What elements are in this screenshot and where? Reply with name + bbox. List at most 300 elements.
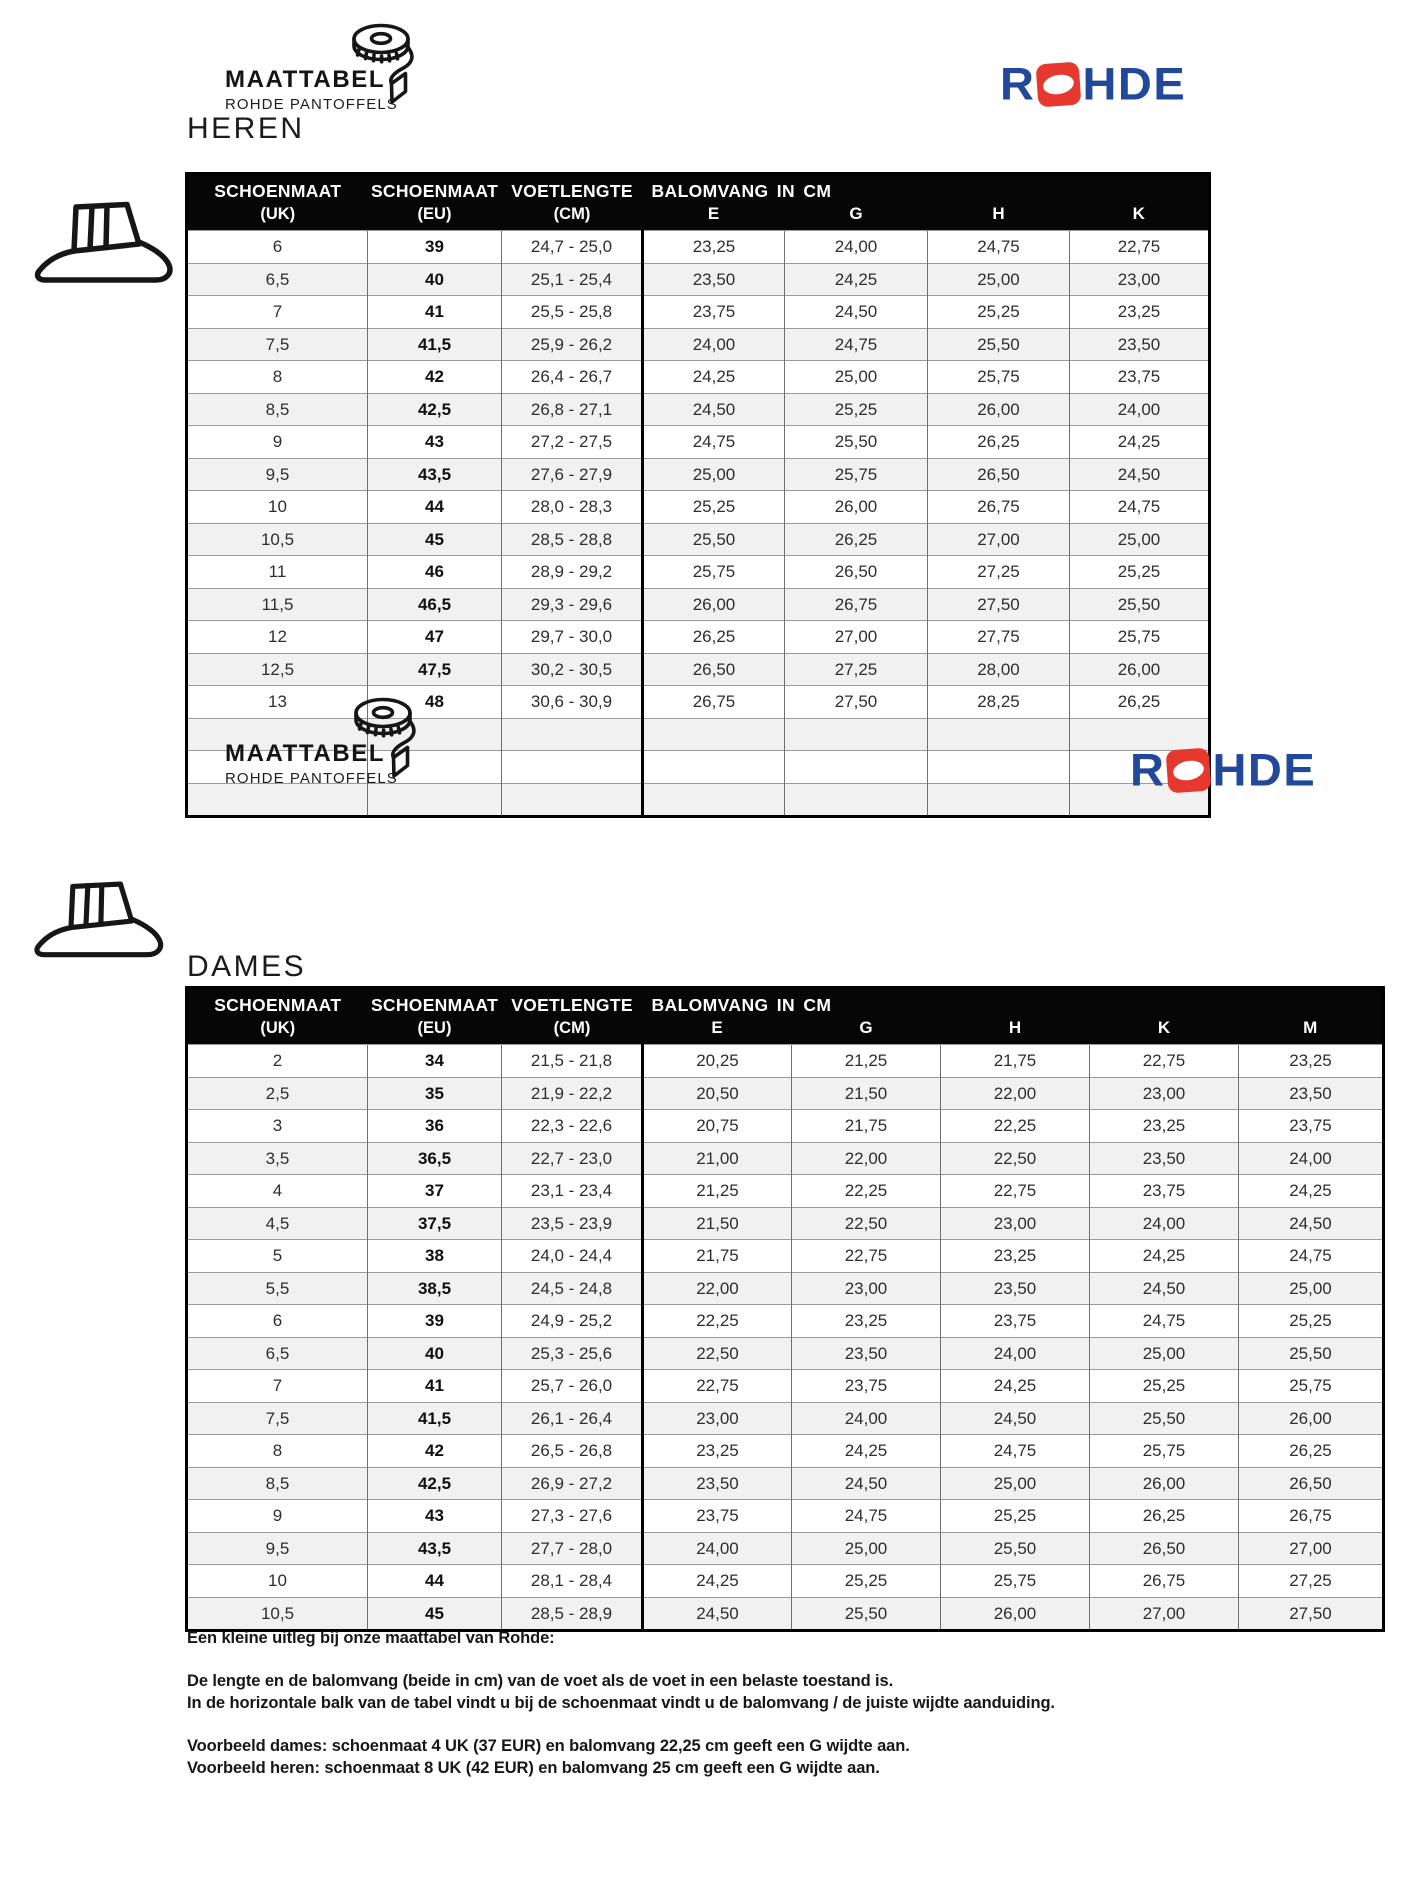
- size-cell: 13: [187, 686, 368, 719]
- size-cell: 29,3 - 29,6: [502, 588, 643, 621]
- size-cell: 22,50: [941, 1142, 1090, 1175]
- size-cell: 24,00: [1090, 1207, 1239, 1240]
- size-cell: 24,0 - 24,4: [502, 1240, 643, 1273]
- size-cell: 24,00: [643, 328, 785, 361]
- size-row: [187, 1532, 1384, 1565]
- empty-cell: [643, 783, 785, 817]
- size-cell: 43,5: [368, 458, 502, 491]
- size-cell: 30,6 - 30,9: [502, 686, 643, 719]
- size-cell: 23,50: [643, 263, 785, 296]
- size-cell: 7: [187, 1370, 368, 1403]
- size-row: [187, 1435, 1384, 1468]
- size-cell: 24,50: [643, 393, 785, 426]
- size-row: [187, 588, 1210, 621]
- size-cell: 24,75: [941, 1435, 1090, 1468]
- slipper-icon: [28, 876, 170, 966]
- size-cell: 23,75: [941, 1305, 1090, 1338]
- size-cell: 40: [368, 263, 502, 296]
- size-row: [187, 686, 1210, 719]
- size-cell: 23,50: [1070, 328, 1210, 361]
- size-cell: 22,75: [792, 1240, 941, 1273]
- size-cell: 12,5: [187, 653, 368, 686]
- size-cell: 22,00: [792, 1142, 941, 1175]
- balomvang-group-header: BALOMVANG IN CM: [643, 988, 1384, 1019]
- size-cell: 28,1 - 28,4: [502, 1565, 643, 1598]
- footer-intro: Een kleine uitleg bij onze maattabel van Rohde:: [187, 1629, 555, 1647]
- size-cell: 26,00: [941, 1597, 1090, 1631]
- size-cell: 6,5: [187, 263, 368, 296]
- size-cell: 6: [187, 1305, 368, 1338]
- empty-cell: [502, 751, 643, 784]
- size-cell: 25,9 - 26,2: [502, 328, 643, 361]
- size-cell: 45: [368, 1597, 502, 1631]
- size-cell: 26,00: [928, 393, 1070, 426]
- size-cell: 25,50: [1090, 1402, 1239, 1435]
- size-cell: 28,5 - 28,9: [502, 1597, 643, 1631]
- size-cell: 24,00: [792, 1402, 941, 1435]
- size-cell: 25,75: [785, 458, 928, 491]
- dames-title: DAMES: [187, 950, 307, 983]
- size-cell: 24,75: [928, 231, 1070, 264]
- size-row: [187, 458, 1210, 491]
- size-cell: 25,50: [1239, 1337, 1384, 1370]
- size-cell: 10: [187, 491, 368, 524]
- empty-cell: [502, 783, 643, 817]
- size-cell: 23,25: [1090, 1110, 1239, 1143]
- size-cell: 26,00: [1070, 653, 1210, 686]
- size-cell: 24,75: [1090, 1305, 1239, 1338]
- size-row: [187, 621, 1210, 654]
- size-cell: 27,00: [1090, 1597, 1239, 1631]
- rohde-logo-o-icon: [1036, 62, 1082, 108]
- size-cell: 42,5: [368, 393, 502, 426]
- size-cell: 23,25: [792, 1305, 941, 1338]
- size-cell: 27,7 - 28,0: [502, 1532, 643, 1565]
- size-cell: 41,5: [368, 1402, 502, 1435]
- size-cell: 22,25: [941, 1110, 1090, 1143]
- size-cell: 21,5 - 21,8: [502, 1045, 643, 1078]
- size-cell: 23,50: [792, 1337, 941, 1370]
- size-cell: 44: [368, 491, 502, 524]
- size-cell: 25,25: [643, 491, 785, 524]
- size-cell: 28,25: [928, 686, 1070, 719]
- size-cell: 26,8 - 27,1: [502, 393, 643, 426]
- size-cell: 39: [368, 231, 502, 264]
- size-cell: 25,75: [941, 1565, 1090, 1598]
- empty-cell: [643, 751, 785, 784]
- width-column-h: H: [941, 1018, 1090, 1045]
- size-cell: 21,75: [643, 1240, 792, 1273]
- size-cell: 22,00: [941, 1077, 1090, 1110]
- rohde-logo: [1130, 746, 1316, 793]
- rohde-logo-letter-r: R: [1000, 58, 1036, 109]
- size-row: [187, 1175, 1384, 1208]
- size-cell: 22,75: [643, 1370, 792, 1403]
- rohde-logo-letters-hde: HDE: [1212, 744, 1317, 795]
- size-cell: 24,5 - 24,8: [502, 1272, 643, 1305]
- size-cell: 27,50: [928, 588, 1070, 621]
- size-cell: 24,50: [941, 1402, 1090, 1435]
- size-cell: 25,25: [928, 296, 1070, 329]
- size-cell: 27,75: [928, 621, 1070, 654]
- maattabel-title: MAATTABEL: [225, 740, 386, 767]
- size-row: [187, 1467, 1384, 1500]
- width-column-e: E: [643, 1018, 792, 1045]
- size-cell: 26,75: [1090, 1565, 1239, 1598]
- size-cell: 28,0 - 28,3: [502, 491, 643, 524]
- size-cell: 41: [368, 296, 502, 329]
- size-cell: 8: [187, 1435, 368, 1468]
- maattabel-title: MAATTABEL: [225, 66, 386, 93]
- size-cell: 9: [187, 426, 368, 459]
- empty-row: [187, 783, 1210, 817]
- size-cell: 25,50: [928, 328, 1070, 361]
- size-cell: 23,75: [792, 1370, 941, 1403]
- size-cell: 8,5: [187, 393, 368, 426]
- rohde-logo: [1000, 60, 1186, 107]
- size-cell: 21,25: [792, 1045, 941, 1078]
- maattabel-subtitle: ROHDE PANTOFFELS: [225, 96, 398, 113]
- size-row: [187, 1272, 1384, 1305]
- size-cell: 43: [368, 426, 502, 459]
- size-cell: 26,50: [643, 653, 785, 686]
- size-cell: 23,00: [643, 1402, 792, 1435]
- size-cell: 27,00: [1239, 1532, 1384, 1565]
- size-cell: 24,25: [643, 361, 785, 394]
- size-cell: 26,00: [785, 491, 928, 524]
- rohde-logo-letter-r: R: [1130, 744, 1166, 795]
- size-cell: 27,50: [785, 686, 928, 719]
- size-row: [187, 523, 1210, 556]
- size-row: [187, 1337, 1384, 1370]
- size-cell: 23,75: [643, 296, 785, 329]
- size-cell: 25,00: [792, 1532, 941, 1565]
- size-cell: 37,5: [368, 1207, 502, 1240]
- size-row: [187, 1142, 1384, 1175]
- size-cell: 27,6 - 27,9: [502, 458, 643, 491]
- size-cell: 10,5: [187, 1597, 368, 1631]
- size-cell: 24,50: [1070, 458, 1210, 491]
- size-cell: 22,50: [643, 1337, 792, 1370]
- size-cell: 41,5: [368, 328, 502, 361]
- size-cell: 22,75: [1070, 231, 1210, 264]
- size-cell: 24,75: [1239, 1240, 1384, 1273]
- size-cell: 26,25: [643, 621, 785, 654]
- maattabel-subtitle: ROHDE PANTOFFELS: [225, 770, 398, 787]
- size-row: [187, 361, 1210, 394]
- size-cell: 9: [187, 1500, 368, 1533]
- size-cell: 25,1 - 25,4: [502, 263, 643, 296]
- size-cell: 43: [368, 1500, 502, 1533]
- size-cell: 6: [187, 231, 368, 264]
- size-cell: 4: [187, 1175, 368, 1208]
- width-column-h: H: [928, 204, 1070, 231]
- size-cell: 10: [187, 1565, 368, 1598]
- measuring-tape-icon: [346, 22, 422, 118]
- size-cell: 8,5: [187, 1467, 368, 1500]
- size-cell: 5,5: [187, 1272, 368, 1305]
- size-cell: 26,1 - 26,4: [502, 1402, 643, 1435]
- size-cell: 23,25: [643, 1435, 792, 1468]
- size-row: [187, 426, 1210, 459]
- size-cell: 26,5 - 26,8: [502, 1435, 643, 1468]
- size-cell: 22,25: [792, 1175, 941, 1208]
- footer-body-line-1: De lengte en de balomvang (beide in cm) van de voet als de voet in een belaste toestand is.: [187, 1672, 894, 1690]
- size-cell: 6,5: [187, 1337, 368, 1370]
- size-cell: 24,50: [1239, 1207, 1384, 1240]
- size-cell: 25,50: [941, 1532, 1090, 1565]
- column-header-cm: VOETLENGTE (CM): [502, 174, 643, 231]
- size-cell: 3,5: [187, 1142, 368, 1175]
- dames-size-table: [185, 986, 1385, 1632]
- size-cell: 42: [368, 1435, 502, 1468]
- empty-cell: [928, 751, 1070, 784]
- width-column-g: G: [792, 1018, 941, 1045]
- size-cell: 27,3 - 27,6: [502, 1500, 643, 1533]
- size-row: [187, 1597, 1384, 1631]
- size-cell: 5: [187, 1240, 368, 1273]
- width-column-k: K: [1070, 204, 1210, 231]
- size-cell: 36: [368, 1110, 502, 1143]
- size-row: [187, 296, 1210, 329]
- size-cell: 26,25: [785, 523, 928, 556]
- size-cell: 26,50: [1239, 1467, 1384, 1500]
- size-row: [187, 653, 1210, 686]
- empty-cell: [928, 783, 1070, 817]
- size-cell: 35: [368, 1077, 502, 1110]
- size-cell: 25,75: [643, 556, 785, 589]
- size-cell: 23,00: [941, 1207, 1090, 1240]
- size-cell: 25,00: [643, 458, 785, 491]
- size-cell: 24,25: [1070, 426, 1210, 459]
- size-cell: 25,75: [1070, 621, 1210, 654]
- size-cell: 23,5 - 23,9: [502, 1207, 643, 1240]
- size-cell: 26,25: [1090, 1500, 1239, 1533]
- footer-body-line-2: In de horizontale balk van de tabel vindt u bij de schoenmaat vindt u de balomvang / de juiste wijdte aanduiding.: [187, 1694, 1055, 1712]
- size-cell: 39: [368, 1305, 502, 1338]
- size-cell: 25,75: [1239, 1370, 1384, 1403]
- size-row: [187, 1305, 1384, 1338]
- size-cell: 22,75: [1090, 1045, 1239, 1078]
- size-row: [187, 393, 1210, 426]
- size-cell: 24,00: [643, 1532, 792, 1565]
- size-row: [187, 328, 1210, 361]
- size-cell: 38: [368, 1240, 502, 1273]
- size-cell: 26,50: [928, 458, 1070, 491]
- size-cell: 28,00: [928, 653, 1070, 686]
- column-header-uk: SCHOENMAAT (UK): [187, 988, 368, 1045]
- size-cell: 40: [368, 1337, 502, 1370]
- size-cell: 26,75: [785, 588, 928, 621]
- size-cell: 25,25: [1070, 556, 1210, 589]
- size-cell: 48: [368, 686, 502, 719]
- size-cell: 22,25: [643, 1305, 792, 1338]
- size-cell: 4,5: [187, 1207, 368, 1240]
- size-cell: 25,50: [643, 523, 785, 556]
- size-cell: 22,3 - 22,6: [502, 1110, 643, 1143]
- size-row: [187, 231, 1210, 264]
- size-cell: 22,7 - 23,0: [502, 1142, 643, 1175]
- measuring-tape-icon: [348, 696, 424, 792]
- size-cell: 37: [368, 1175, 502, 1208]
- size-cell: 24,25: [792, 1435, 941, 1468]
- size-cell: 23,00: [792, 1272, 941, 1305]
- size-cell: 27,25: [785, 653, 928, 686]
- size-cell: 7,5: [187, 328, 368, 361]
- size-cell: 27,50: [1239, 1597, 1384, 1631]
- size-cell: 21,00: [643, 1142, 792, 1175]
- size-cell: 21,25: [643, 1175, 792, 1208]
- heren-title: HEREN: [187, 112, 305, 145]
- size-cell: 24,25: [1090, 1240, 1239, 1273]
- size-cell: 27,2 - 27,5: [502, 426, 643, 459]
- column-header-cm: VOETLENGTE (CM): [502, 988, 643, 1045]
- size-cell: 7,5: [187, 1402, 368, 1435]
- size-cell: 25,00: [928, 263, 1070, 296]
- size-cell: 26,50: [785, 556, 928, 589]
- size-cell: 46,5: [368, 588, 502, 621]
- size-cell: 23,75: [1239, 1110, 1384, 1143]
- size-cell: 23,50: [643, 1467, 792, 1500]
- column-header-eu: SCHOENMAAT (EU): [368, 988, 502, 1045]
- size-cell: 38,5: [368, 1272, 502, 1305]
- size-cell: 23,25: [643, 231, 785, 264]
- rohde-logo-letters-hde: HDE: [1082, 58, 1187, 109]
- size-cell: 24,50: [785, 296, 928, 329]
- size-cell: 22,75: [941, 1175, 1090, 1208]
- size-row: [187, 1565, 1384, 1598]
- footer-explanation: [187, 1627, 1337, 1779]
- size-cell: 34: [368, 1045, 502, 1078]
- slipper-icon: [28, 196, 180, 292]
- size-cell: 25,75: [1090, 1435, 1239, 1468]
- size-cell: 23,75: [1090, 1175, 1239, 1208]
- size-cell: 9,5: [187, 1532, 368, 1565]
- size-cell: 28,9 - 29,2: [502, 556, 643, 589]
- size-cell: 25,75: [928, 361, 1070, 394]
- size-cell: 8: [187, 361, 368, 394]
- size-cell: 2,5: [187, 1077, 368, 1110]
- size-cell: 25,50: [1070, 588, 1210, 621]
- size-cell: 41: [368, 1370, 502, 1403]
- size-cell: 26,75: [928, 491, 1070, 524]
- size-cell: 23,50: [941, 1272, 1090, 1305]
- heren-size-table: [185, 172, 1211, 818]
- size-cell: 24,00: [941, 1337, 1090, 1370]
- size-cell: 25,25: [941, 1500, 1090, 1533]
- size-cell: 21,75: [792, 1110, 941, 1143]
- size-cell: 27,00: [785, 621, 928, 654]
- size-cell: 24,9 - 25,2: [502, 1305, 643, 1338]
- size-cell: 23,75: [643, 1500, 792, 1533]
- size-cell: 21,50: [792, 1077, 941, 1110]
- size-cell: 27,25: [928, 556, 1070, 589]
- size-cell: 23,25: [1239, 1045, 1384, 1078]
- size-cell: 24,25: [941, 1370, 1090, 1403]
- size-cell: 36,5: [368, 1142, 502, 1175]
- size-row: [187, 1110, 1384, 1143]
- size-cell: 23,00: [1070, 263, 1210, 296]
- size-cell: 47,5: [368, 653, 502, 686]
- column-header-eu: SCHOENMAAT (EU): [368, 174, 502, 231]
- size-cell: 24,50: [1090, 1272, 1239, 1305]
- size-cell: 23,50: [1239, 1077, 1384, 1110]
- size-cell: 26,4 - 26,7: [502, 361, 643, 394]
- size-cell: 25,00: [785, 361, 928, 394]
- column-header-uk: SCHOENMAAT (UK): [187, 174, 368, 231]
- empty-cell: [928, 718, 1070, 751]
- width-column-m: M: [1239, 1018, 1384, 1045]
- size-row: [187, 1077, 1384, 1110]
- size-cell: 30,2 - 30,5: [502, 653, 643, 686]
- empty-cell: [785, 751, 928, 784]
- size-cell: 10,5: [187, 523, 368, 556]
- size-cell: 25,5 - 25,8: [502, 296, 643, 329]
- empty-cell: [785, 783, 928, 817]
- empty-cell: [643, 718, 785, 751]
- size-cell: 25,25: [785, 393, 928, 426]
- size-cell: 26,9 - 27,2: [502, 1467, 643, 1500]
- rohde-logo-o-icon: [1166, 748, 1212, 794]
- size-cell: 23,00: [1090, 1077, 1239, 1110]
- size-cell: 25,3 - 25,6: [502, 1337, 643, 1370]
- size-cell: 27,00: [928, 523, 1070, 556]
- size-cell: 3: [187, 1110, 368, 1143]
- size-cell: 25,25: [792, 1565, 941, 1598]
- width-column-e: E: [643, 204, 785, 231]
- size-cell: 9,5: [187, 458, 368, 491]
- empty-cell: [502, 718, 643, 751]
- size-cell: 24,75: [643, 426, 785, 459]
- empty-cell: [187, 783, 368, 817]
- size-cell: 25,00: [1090, 1337, 1239, 1370]
- size-cell: 22,00: [643, 1272, 792, 1305]
- size-row: [187, 556, 1210, 589]
- size-cell: 26,00: [1239, 1402, 1384, 1435]
- footer-example-heren: Voorbeeld heren: schoenmaat 8 UK (42 EUR) en balomvang 25 cm geeft een G wijdte aan.: [187, 1759, 880, 1777]
- size-cell: 11: [187, 556, 368, 589]
- size-cell: 24,25: [643, 1565, 792, 1598]
- size-cell: 23,25: [1070, 296, 1210, 329]
- size-cell: 22,50: [792, 1207, 941, 1240]
- size-row: [187, 1045, 1384, 1078]
- size-cell: 23,25: [941, 1240, 1090, 1273]
- size-cell: 28,5 - 28,8: [502, 523, 643, 556]
- width-column-k: K: [1090, 1018, 1239, 1045]
- size-row: [187, 1402, 1384, 1435]
- size-row: [187, 1370, 1384, 1403]
- size-cell: 24,25: [785, 263, 928, 296]
- size-cell: 23,75: [1070, 361, 1210, 394]
- size-cell: 24,50: [792, 1467, 941, 1500]
- size-cell: 42,5: [368, 1467, 502, 1500]
- empty-cell: [785, 718, 928, 751]
- size-cell: 26,75: [1239, 1500, 1384, 1533]
- size-row: [187, 1240, 1384, 1273]
- size-cell: 26,50: [1090, 1532, 1239, 1565]
- size-cell: 27,25: [1239, 1565, 1384, 1598]
- size-cell: 24,00: [785, 231, 928, 264]
- balomvang-group-header: BALOMVANG IN CM: [643, 174, 1210, 205]
- size-cell: 20,75: [643, 1110, 792, 1143]
- size-cell: 45: [368, 523, 502, 556]
- size-cell: 24,7 - 25,0: [502, 231, 643, 264]
- size-cell: 21,50: [643, 1207, 792, 1240]
- size-cell: 12: [187, 621, 368, 654]
- size-cell: 25,00: [941, 1467, 1090, 1500]
- size-cell: 24,00: [1070, 393, 1210, 426]
- size-cell: 25,25: [1239, 1305, 1384, 1338]
